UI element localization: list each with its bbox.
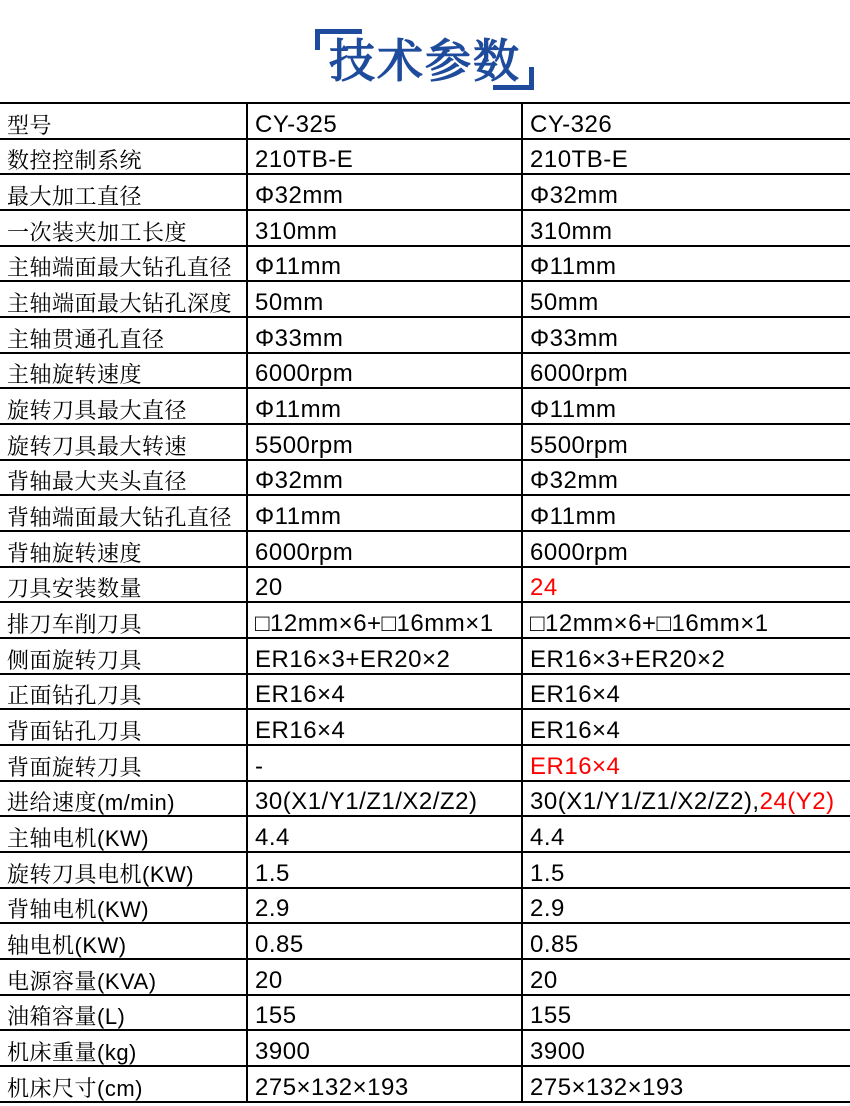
cy326-value: Φ11mm <box>530 253 617 281</box>
param-label: 旋转刀具最大直径 <box>7 398 188 424</box>
cy326-value: 6000rpm <box>530 538 629 566</box>
cy326-value: □12mm×6+□16mm×1 <box>530 610 769 638</box>
table-row <box>0 247 850 283</box>
cy325-value-cell <box>246 496 521 530</box>
cy325-value: ER16×4 <box>255 681 346 709</box>
cy325-value-cell <box>246 960 521 994</box>
table-row <box>0 996 850 1032</box>
param-label-cell <box>0 924 246 958</box>
cy326-value: Φ11mm <box>530 396 617 424</box>
param-label-cell <box>0 282 246 316</box>
cy326-value: Φ11mm <box>530 503 617 531</box>
param-label: 型号 <box>7 112 53 138</box>
cy326-value-cell <box>521 675 850 709</box>
cy325-value-cell <box>246 461 521 495</box>
cy326-value: 4.4 <box>530 824 565 852</box>
param-label-cell <box>0 496 246 530</box>
table-row <box>0 639 850 675</box>
cy326-value: 210TB-E <box>530 146 629 174</box>
cy325-value: 4.4 <box>255 824 290 852</box>
cy326-value: Φ32mm <box>530 182 619 210</box>
param-label-cell <box>0 1067 246 1101</box>
param-label: 电源容量(KVA) <box>7 968 157 994</box>
param-label-cell <box>0 140 246 174</box>
cy326-value: 30(X1/Y1/Z1/X2/Z2), <box>530 788 760 816</box>
param-label: 背轴电机(KW) <box>7 897 150 923</box>
param-label: 一次装夹加工长度 <box>7 219 188 245</box>
cy326-value-cell <box>521 960 850 994</box>
param-label: 刀具安装数量 <box>7 576 143 602</box>
cy326-value: 0.85 <box>530 931 579 959</box>
cy326-highlight-value: ER16×4 <box>530 752 621 780</box>
table-row <box>0 853 850 889</box>
table-row <box>0 603 850 639</box>
spec-table <box>0 102 850 1103</box>
cy325-value-cell <box>246 996 521 1030</box>
table-row <box>0 568 850 604</box>
cy325-value-cell <box>246 282 521 316</box>
cy325-value-cell <box>246 782 521 816</box>
cy326-value-cell <box>521 782 850 816</box>
cy326-value-cell <box>521 318 850 352</box>
table-row <box>0 104 850 140</box>
cy326-value-cell <box>521 924 850 958</box>
cy325-value-cell <box>246 853 521 887</box>
cy326-value: 6000rpm <box>530 360 629 388</box>
table-row <box>0 318 850 354</box>
cy326-value-cell <box>521 710 850 744</box>
cy325-value-cell <box>246 354 521 388</box>
cy325-value-cell <box>246 104 521 138</box>
cy326-value-cell <box>521 282 850 316</box>
page-title-group <box>329 36 521 87</box>
cy325-value: 5500rpm <box>255 431 354 459</box>
cy325-value-cell <box>246 247 521 281</box>
param-label: 最大加工直径 <box>7 184 143 210</box>
param-label-cell <box>0 104 246 138</box>
table-row <box>0 425 850 461</box>
table-row <box>0 960 850 996</box>
table-row <box>0 389 850 425</box>
param-label: 背轴端面最大钻孔直径 <box>7 505 233 531</box>
cy326-highlight-value: 24 <box>530 574 558 602</box>
cy325-value-cell <box>246 211 521 245</box>
table-row <box>0 211 850 247</box>
cy325-value-cell <box>246 639 521 673</box>
cy326-value-cell <box>521 568 850 602</box>
table-row <box>0 924 850 960</box>
table-row <box>0 282 850 318</box>
table-row <box>0 675 850 711</box>
param-label-cell <box>0 817 246 851</box>
cy326-value-cell <box>521 639 850 673</box>
param-label-cell <box>0 568 246 602</box>
param-label-cell <box>0 889 246 923</box>
table-row <box>0 175 850 211</box>
param-label: 主轴端面最大钻孔直径 <box>7 255 233 281</box>
table-row <box>0 532 850 568</box>
cy325-value: 3900 <box>255 1038 311 1066</box>
cy325-value: 6000rpm <box>255 538 354 566</box>
param-label-cell <box>0 710 246 744</box>
param-label-cell <box>0 532 246 566</box>
cy325-value: Φ11mm <box>255 396 342 424</box>
cy325-value: Φ11mm <box>255 253 342 281</box>
param-label-cell <box>0 603 246 637</box>
param-label: 轴电机(KW) <box>7 933 127 959</box>
cy325-value: Φ32mm <box>255 182 344 210</box>
param-label-cell <box>0 675 246 709</box>
param-label: 正面钻孔刀具 <box>7 683 143 709</box>
cy326-value: ER16×3+ER20×2 <box>530 645 726 673</box>
param-label-cell <box>0 389 246 423</box>
cy326-value-cell <box>521 853 850 887</box>
cy326-value-cell <box>521 603 850 637</box>
cy326-value: CY-326 <box>530 110 613 138</box>
param-label-cell <box>0 354 246 388</box>
param-label: 主轴电机(KW) <box>7 826 150 852</box>
param-label: 主轴旋转速度 <box>7 362 143 388</box>
cy325-value-cell <box>246 1067 521 1101</box>
cy326-value: Φ33mm <box>530 324 619 352</box>
cy326-value-cell <box>521 175 850 209</box>
cy325-value: Φ33mm <box>255 324 344 352</box>
param-label: 侧面旋转刀具 <box>7 647 143 673</box>
cy325-value-cell <box>246 710 521 744</box>
cy325-value: ER16×4 <box>255 717 346 745</box>
param-label: 进给速度(m/min) <box>7 790 176 816</box>
param-label: 背轴最大夹头直径 <box>7 469 188 495</box>
table-row <box>0 746 850 782</box>
cy325-value: 20 <box>255 574 283 602</box>
param-label-cell <box>0 318 246 352</box>
cy326-value-cell <box>521 1067 850 1101</box>
table-row <box>0 1067 850 1103</box>
cy325-value-cell <box>246 924 521 958</box>
cy326-value: 310mm <box>530 217 613 245</box>
cy326-value: 5500rpm <box>530 431 629 459</box>
cy326-value: Φ32mm <box>530 467 619 495</box>
table-row <box>0 461 850 497</box>
cy325-value: 275×132×193 <box>255 1073 409 1101</box>
param-label-cell <box>0 853 246 887</box>
table-row <box>0 889 850 925</box>
cy326-value-cell <box>521 425 850 459</box>
cy325-value-cell <box>246 140 521 174</box>
cy326-value: 20 <box>530 966 558 994</box>
cy326-value-cell <box>521 104 850 138</box>
cy326-value-cell <box>521 354 850 388</box>
cy326-value-cell <box>521 247 850 281</box>
param-label: 机床尺寸(cm) <box>7 1075 143 1101</box>
cy326-value-cell <box>521 211 850 245</box>
cy325-value: Φ11mm <box>255 503 342 531</box>
cy325-value: 0.85 <box>255 931 304 959</box>
cy325-value-cell <box>246 568 521 602</box>
cy325-value-cell <box>246 675 521 709</box>
cy325-value-cell <box>246 425 521 459</box>
cy325-value: 1.5 <box>255 859 290 887</box>
param-label: 排刀车削刀具 <box>7 612 143 638</box>
cy325-value: CY-325 <box>255 110 338 138</box>
cy326-value-cell <box>521 817 850 851</box>
table-row <box>0 710 850 746</box>
table-row <box>0 496 850 532</box>
cy326-value-cell <box>521 461 850 495</box>
param-label: 主轴贯通孔直径 <box>7 326 165 352</box>
param-label: 数控控制系统 <box>7 148 143 174</box>
cy325-value: 155 <box>255 1002 297 1030</box>
cy326-value-cell <box>521 746 850 780</box>
cy326-value-cell <box>521 889 850 923</box>
cy325-value: 2.9 <box>255 895 290 923</box>
cy325-value-cell <box>246 318 521 352</box>
table-row <box>0 1031 850 1067</box>
table-row <box>0 140 850 176</box>
param-label: 背面钻孔刀具 <box>7 719 143 745</box>
cy325-value: 30(X1/Y1/Z1/X2/Z2) <box>255 788 478 816</box>
param-label-cell <box>0 746 246 780</box>
cy325-value-cell <box>246 889 521 923</box>
cy325-value: 20 <box>255 966 283 994</box>
param-label-cell <box>0 211 246 245</box>
param-label-cell <box>0 960 246 994</box>
cy325-value: ER16×3+ER20×2 <box>255 645 451 673</box>
param-label-cell <box>0 1031 246 1065</box>
cy326-value-cell <box>521 389 850 423</box>
cy325-value: - <box>255 752 264 780</box>
cy325-value-cell <box>246 603 521 637</box>
param-label: 旋转刀具电机(KW) <box>7 861 195 887</box>
param-label-cell <box>0 996 246 1030</box>
cy325-value-cell <box>246 1031 521 1065</box>
cy325-value-cell <box>246 175 521 209</box>
table-row <box>0 782 850 818</box>
cy326-value-cell <box>521 532 850 566</box>
cy325-value: 310mm <box>255 217 338 245</box>
cy326-value: 50mm <box>530 289 599 317</box>
param-label: 油箱容量(L) <box>7 1004 126 1030</box>
cy325-value: 6000rpm <box>255 360 354 388</box>
cy325-value: 50mm <box>255 289 324 317</box>
param-label-cell <box>0 175 246 209</box>
cy326-value: 155 <box>530 1002 572 1030</box>
param-label-cell <box>0 247 246 281</box>
param-label: 背面旋转刀具 <box>7 754 143 780</box>
cy326-value-cell <box>521 996 850 1030</box>
page-title: 技术参数 <box>329 35 521 87</box>
cy325-value: □12mm×6+□16mm×1 <box>255 610 494 638</box>
param-label-cell <box>0 425 246 459</box>
param-label: 主轴端面最大钻孔深度 <box>7 291 233 317</box>
cy326-value: 3900 <box>530 1038 586 1066</box>
cy326-value: ER16×4 <box>530 717 621 745</box>
cy325-value-cell <box>246 389 521 423</box>
cy326-value: ER16×4 <box>530 681 621 709</box>
cy326-highlight-value: 24(Y2) <box>759 788 835 816</box>
table-row <box>0 354 850 390</box>
cy325-value-cell <box>246 817 521 851</box>
table-row <box>0 817 850 853</box>
cy326-value: 2.9 <box>530 895 565 923</box>
param-label-cell <box>0 461 246 495</box>
param-label-cell <box>0 782 246 816</box>
cy325-value: 210TB-E <box>255 146 354 174</box>
cy326-value: 1.5 <box>530 859 565 887</box>
cy326-value-cell <box>521 140 850 174</box>
cy326-value-cell <box>521 496 850 530</box>
cy326-value-cell <box>521 1031 850 1065</box>
cy326-value: 275×132×193 <box>530 1073 684 1101</box>
param-label: 机床重量(kg) <box>7 1040 137 1066</box>
param-label-cell <box>0 639 246 673</box>
param-label: 旋转刀具最大转速 <box>7 433 188 459</box>
cy325-value: Φ32mm <box>255 467 344 495</box>
param-label: 背轴旋转速度 <box>7 540 143 566</box>
cy325-value-cell <box>246 746 521 780</box>
cy325-value-cell <box>246 532 521 566</box>
